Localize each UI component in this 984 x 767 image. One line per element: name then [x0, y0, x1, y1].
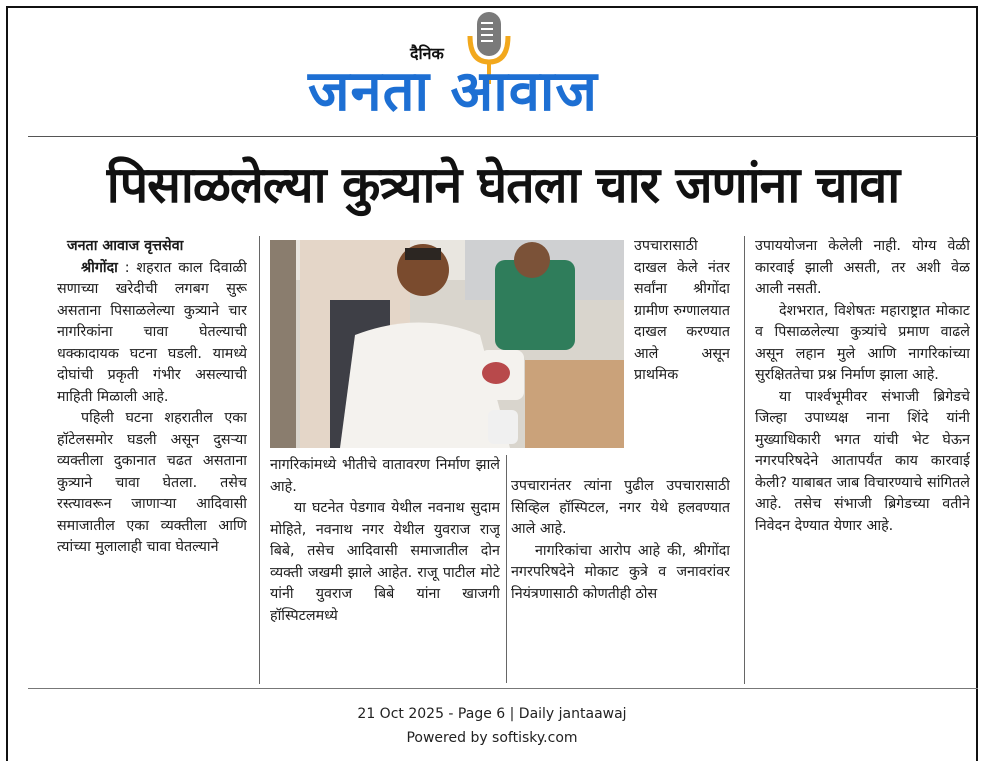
column-divider	[506, 455, 507, 683]
masthead	[300, 10, 680, 130]
article-paragraph: उपचारानंतर त्यांना पुढील उपचारासाठी सिव्हिल हॉस्पिटल, नगर येथे हलवण्यात आले आहे.	[511, 478, 730, 537]
article-paragraph: उपाययोजना केलेली नाही. योग्य वेळी कारवाई झाली असती, तर अशी वेळ आली नसती.	[755, 238, 970, 297]
article-paragraph: उपचारासाठी दाखल केले नंतर सर्वांना श्रीगोंदा ग्रामीण रुग्णालयात दाखल करण्यात आले असून प्राथमिक	[634, 238, 730, 383]
powered-by-link[interactable]: Powered by softisky.com	[406, 730, 578, 746]
header-rule	[28, 136, 978, 137]
footer-rule	[28, 688, 978, 689]
column-divider	[259, 236, 260, 684]
masthead-prefix: दैनिक	[410, 44, 444, 63]
article-paragraph: या घटनेत पेडगाव येथील नवनाथ सुदाम मोहिते, नवनाथ नगर येथील युवराज राजू बिबे, तसेच आदिवासी समाजातील दोन व्यक्ती जखमी झाले आहेत. राजू पाटील मोटे यांनी युवराज बिबे यांना खाजगी हॉस्पिटलमध्ये	[270, 500, 500, 624]
article-paragraph	[57, 258, 247, 409]
masthead-title: जनता आवाज	[308, 59, 598, 124]
article-paragraph: पहिली घटना शहरातील एका हॉटेलसमोर घडली असून दुसऱ्या व्यक्तीला दुकानात चढत असताना कुत्र्याने चावा घेतला. तसेच रस्त्यावरून जाणाऱ्या आदिवासी समाजातील एका व्यक्तीला आणि त्यांच्या मुलालाही चावा घेतल्याने	[57, 410, 247, 555]
paragraph-text: : शहरात काल दिवाळी सणाच्या खरेदीची लगबग सुरू असताना पिसाळलेल्या कुत्र्याने चार नागरिकांना चावा घेतल्याची धक्कादायक घटना घडली. यामध्ये दोघांची प्रकृती गंभीर असल्याची माहिती मिळाली आहे.	[57, 259, 247, 405]
article-column-3-top	[634, 236, 730, 476]
news-agency: जनता आवाज वृत्तसेवा	[67, 238, 184, 254]
article-column-4	[755, 236, 970, 684]
photo-injured-man-icon	[270, 240, 624, 448]
page-footer	[0, 702, 984, 750]
news-photo	[270, 240, 624, 448]
article-column-2	[270, 455, 500, 683]
article-paragraph: या पार्श्वभूमीवर संभाजी ब्रिगेडचे जिल्हा उपाध्यक्ष नाना शिंदे यांनी मुख्याधिकारी भगत यांची भेट घेऊन नगरपरिषदेने आतापर्यंत काय कारवाई केली? याबाबत जाब विचारण्याचे सांगितले आहे. तसेच संभाजी ब्रिगेडच्या वतीने निवेदन देण्यात येणार आहे.	[755, 388, 970, 534]
edition-info: 21 Oct 2025 - Page 6 | Daily jantaawaj	[357, 706, 627, 722]
dateline: श्रीगोंदा	[81, 259, 118, 276]
headline: पिसाळलेल्या कुत्र्याने घेतला चार जणांना चावा	[106, 156, 900, 214]
article-paragraph: नागरिकांचा आरोप आहे की, श्रीगोंदा नगरपरिषदेने मोकाट कुत्रे व जनावरांवर नियंत्रणासाठी कोणतीही ठोस	[511, 542, 730, 602]
article-column-1	[57, 236, 247, 684]
article-paragraph: नागरिकांमध्ये भीतीचे वातावरण निर्माण झाले आहे.	[270, 457, 500, 495]
article-paragraph: देशभरात, विशेषतः महाराष्ट्रात मोकाट व पिसाळलेल्या कुत्र्यांचे प्रमाण वाढले असून लहान मुले आणि नागरिकांच्या सुरक्षिततेचा प्रश्न निर्माण झाला आहे.	[755, 302, 970, 383]
article-column-3-bottom	[511, 476, 730, 684]
column-divider	[744, 236, 745, 684]
